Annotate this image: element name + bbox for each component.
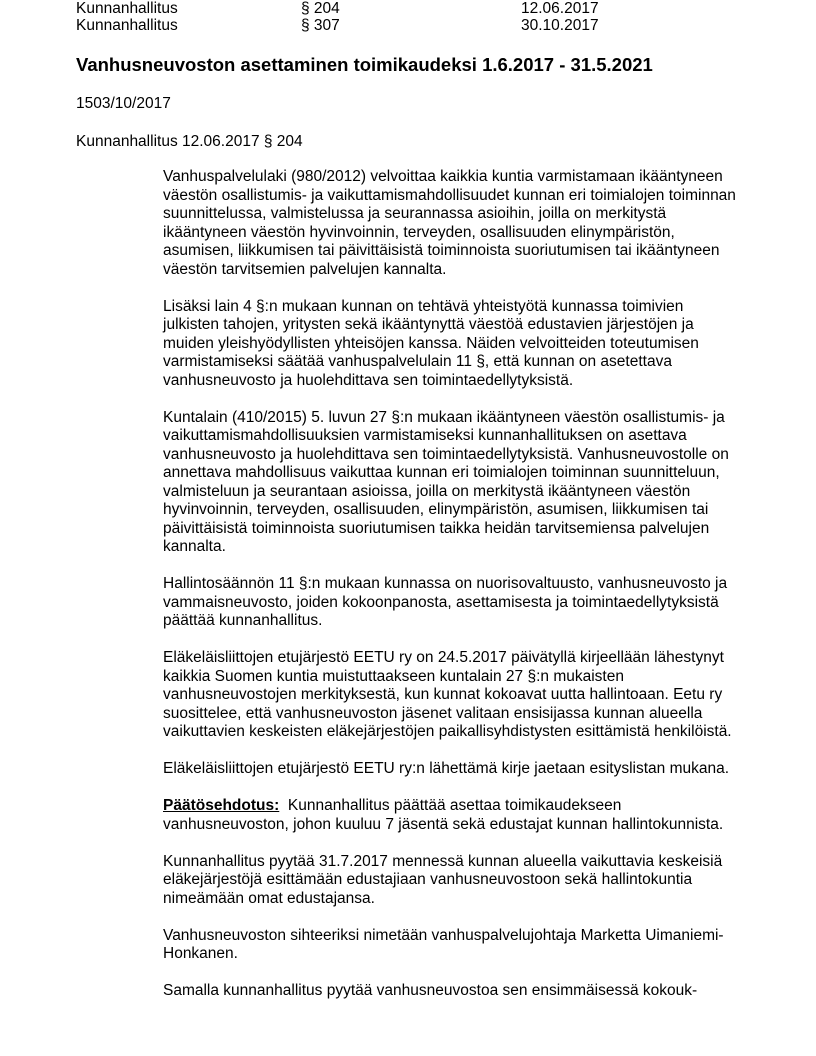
case-number: 1503/10/2017 [76, 95, 171, 112]
document-body [163, 168, 741, 1019]
proposal-label: Päätösehdotus: [163, 797, 280, 814]
header-body: Kunnanhallitus [76, 17, 178, 34]
header-body: Kunnanhallitus [76, 0, 178, 17]
paragraph: Vanhuspalvelulaki (980/2012) velvoittaa kaikkia kuntia varmistamaan ikääntyneen väestön osallistumis- ja vaikuttamismahdollisuudet kunnan eri toimialojen toiminnan suunnittelussa, valmistelussa ja seurannassa asioihin, joilla on merkitystä ikääntyneen väestön hyvinvoinnin, terveyden, osallisuuden elinympäristön, asumisen, liikkumisen tai päivittäisistä toiminnoista suoriutumisen tai ikääntyneen väestön tarvitsemien palvelujen kannalta. [163, 168, 736, 278]
paragraph: Kunnanhallitus pyytää 31.7.2017 mennessä kunnan alueella vaikuttavia keskeisiä eläkejärjestöjä esittämään edustajiaan vanhusneuvostoon sekä hallintokuntia nimeämään omat edustajansa. [163, 852, 723, 907]
proposal-text: Kunnanhallitus päättää asettaa toimikaudekseen vanhusneuvoston, johon kuuluu 7 jäsentä sekä edustajat kunnan hallintokunnista. [163, 797, 724, 833]
document-title: Vanhusneuvoston asettaminen toimikaudeksi 1.6.2017 - 31.5.2021 [76, 54, 653, 75]
paragraph: Eläkeläisliittojen etujärjestö EETU ry on 24.5.2017 päivätyllä kirjeellään lähestynyt kaikkia Suomen kuntia muistuttaakseen kuntalain 27 §:n mukaisten vanhusneuvostojen merkityksestä, kun kunnat kokoavat uutta hallintoaan. Eetu ry suosittelee, että vanhusneuvoston jäsenet valitaan ensisijassa kunnan alueella vaikuttavien keskeisten eläkejärjestöjen paikallisyhdistysten esittämistä henkilöistä. [163, 649, 732, 740]
paragraph: Hallintosäännön 11 §:n mukaan kunnassa on nuorisovaltuusto, vanhusneuvosto ja vammaisneuvosto, joiden kokoonpanosta, asettamisesta ja toimintaedellytyksistä päättää kunnanhallitus. [163, 575, 728, 629]
header-section: § 204 [301, 0, 340, 17]
paragraph: Samalla kunnanhallitus pyytää vanhusneuvostoa sen ensimmäisessä kokouk- [163, 982, 698, 999]
proposal-paragraph [163, 797, 741, 834]
header-date: 12.06.2017 [521, 0, 599, 17]
paragraph: Vanhusneuvoston sihteeriksi nimetään vanhuspalvelujohtaja Marketta Uimaniemi-Honkanen. [163, 926, 724, 962]
paragraph: Lisäksi lain 4 §:n mukaan kunnan on tehtävä yhteistyötä kunnassa toimivien julkisten tahojen, yritysten sekä ikääntynyttä väestöä edustavien järjestöjen ja muiden yleishyödyllisten yhteisöjen kanssa. Näiden velvoitteiden toteutumisen varmistamiseksi säätää vanhuspalvelulain 11 §, että kunnan on asetettava vanhusneuvosto ja huolehdittava sen toimintaedellytyksistä. [163, 297, 699, 389]
header-date: 30.10.2017 [521, 17, 599, 34]
meeting-reference: Kunnanhallitus 12.06.2017 § 204 [76, 133, 303, 150]
header-section: § 307 [301, 17, 340, 34]
paragraph: Kuntalain (410/2015) 5. luvun 27 §:n mukaan ikääntyneen väestön osallistumis- ja vaikuttamismahdollisuuksien varmistamiseksi kunnanhallituksen on asettava vanhusneuvosto ja huolehdittava sen toimintaedellytyksistä. Vanhusneuvostolle on annettava mahdollisuus vaikuttaa kunnan eri toimialojen toiminnan suunnitteluun, valmisteluun ja seurantaan asioissa, joilla on merkitystä ikääntyneen väestön hyvinvoinnin, terveyden, osallisuuden, elinympäristön, asumisen, liikkumisen tai päivittäisistä toiminnoista suoriutumisen taikka heidän tarvitsemiensa palvelujen kannalta. [163, 408, 729, 555]
paragraph: Eläkeläisliittojen etujärjestö EETU ry:n lähettämä kirje jaetaan esityslistan mukana. [163, 760, 730, 777]
